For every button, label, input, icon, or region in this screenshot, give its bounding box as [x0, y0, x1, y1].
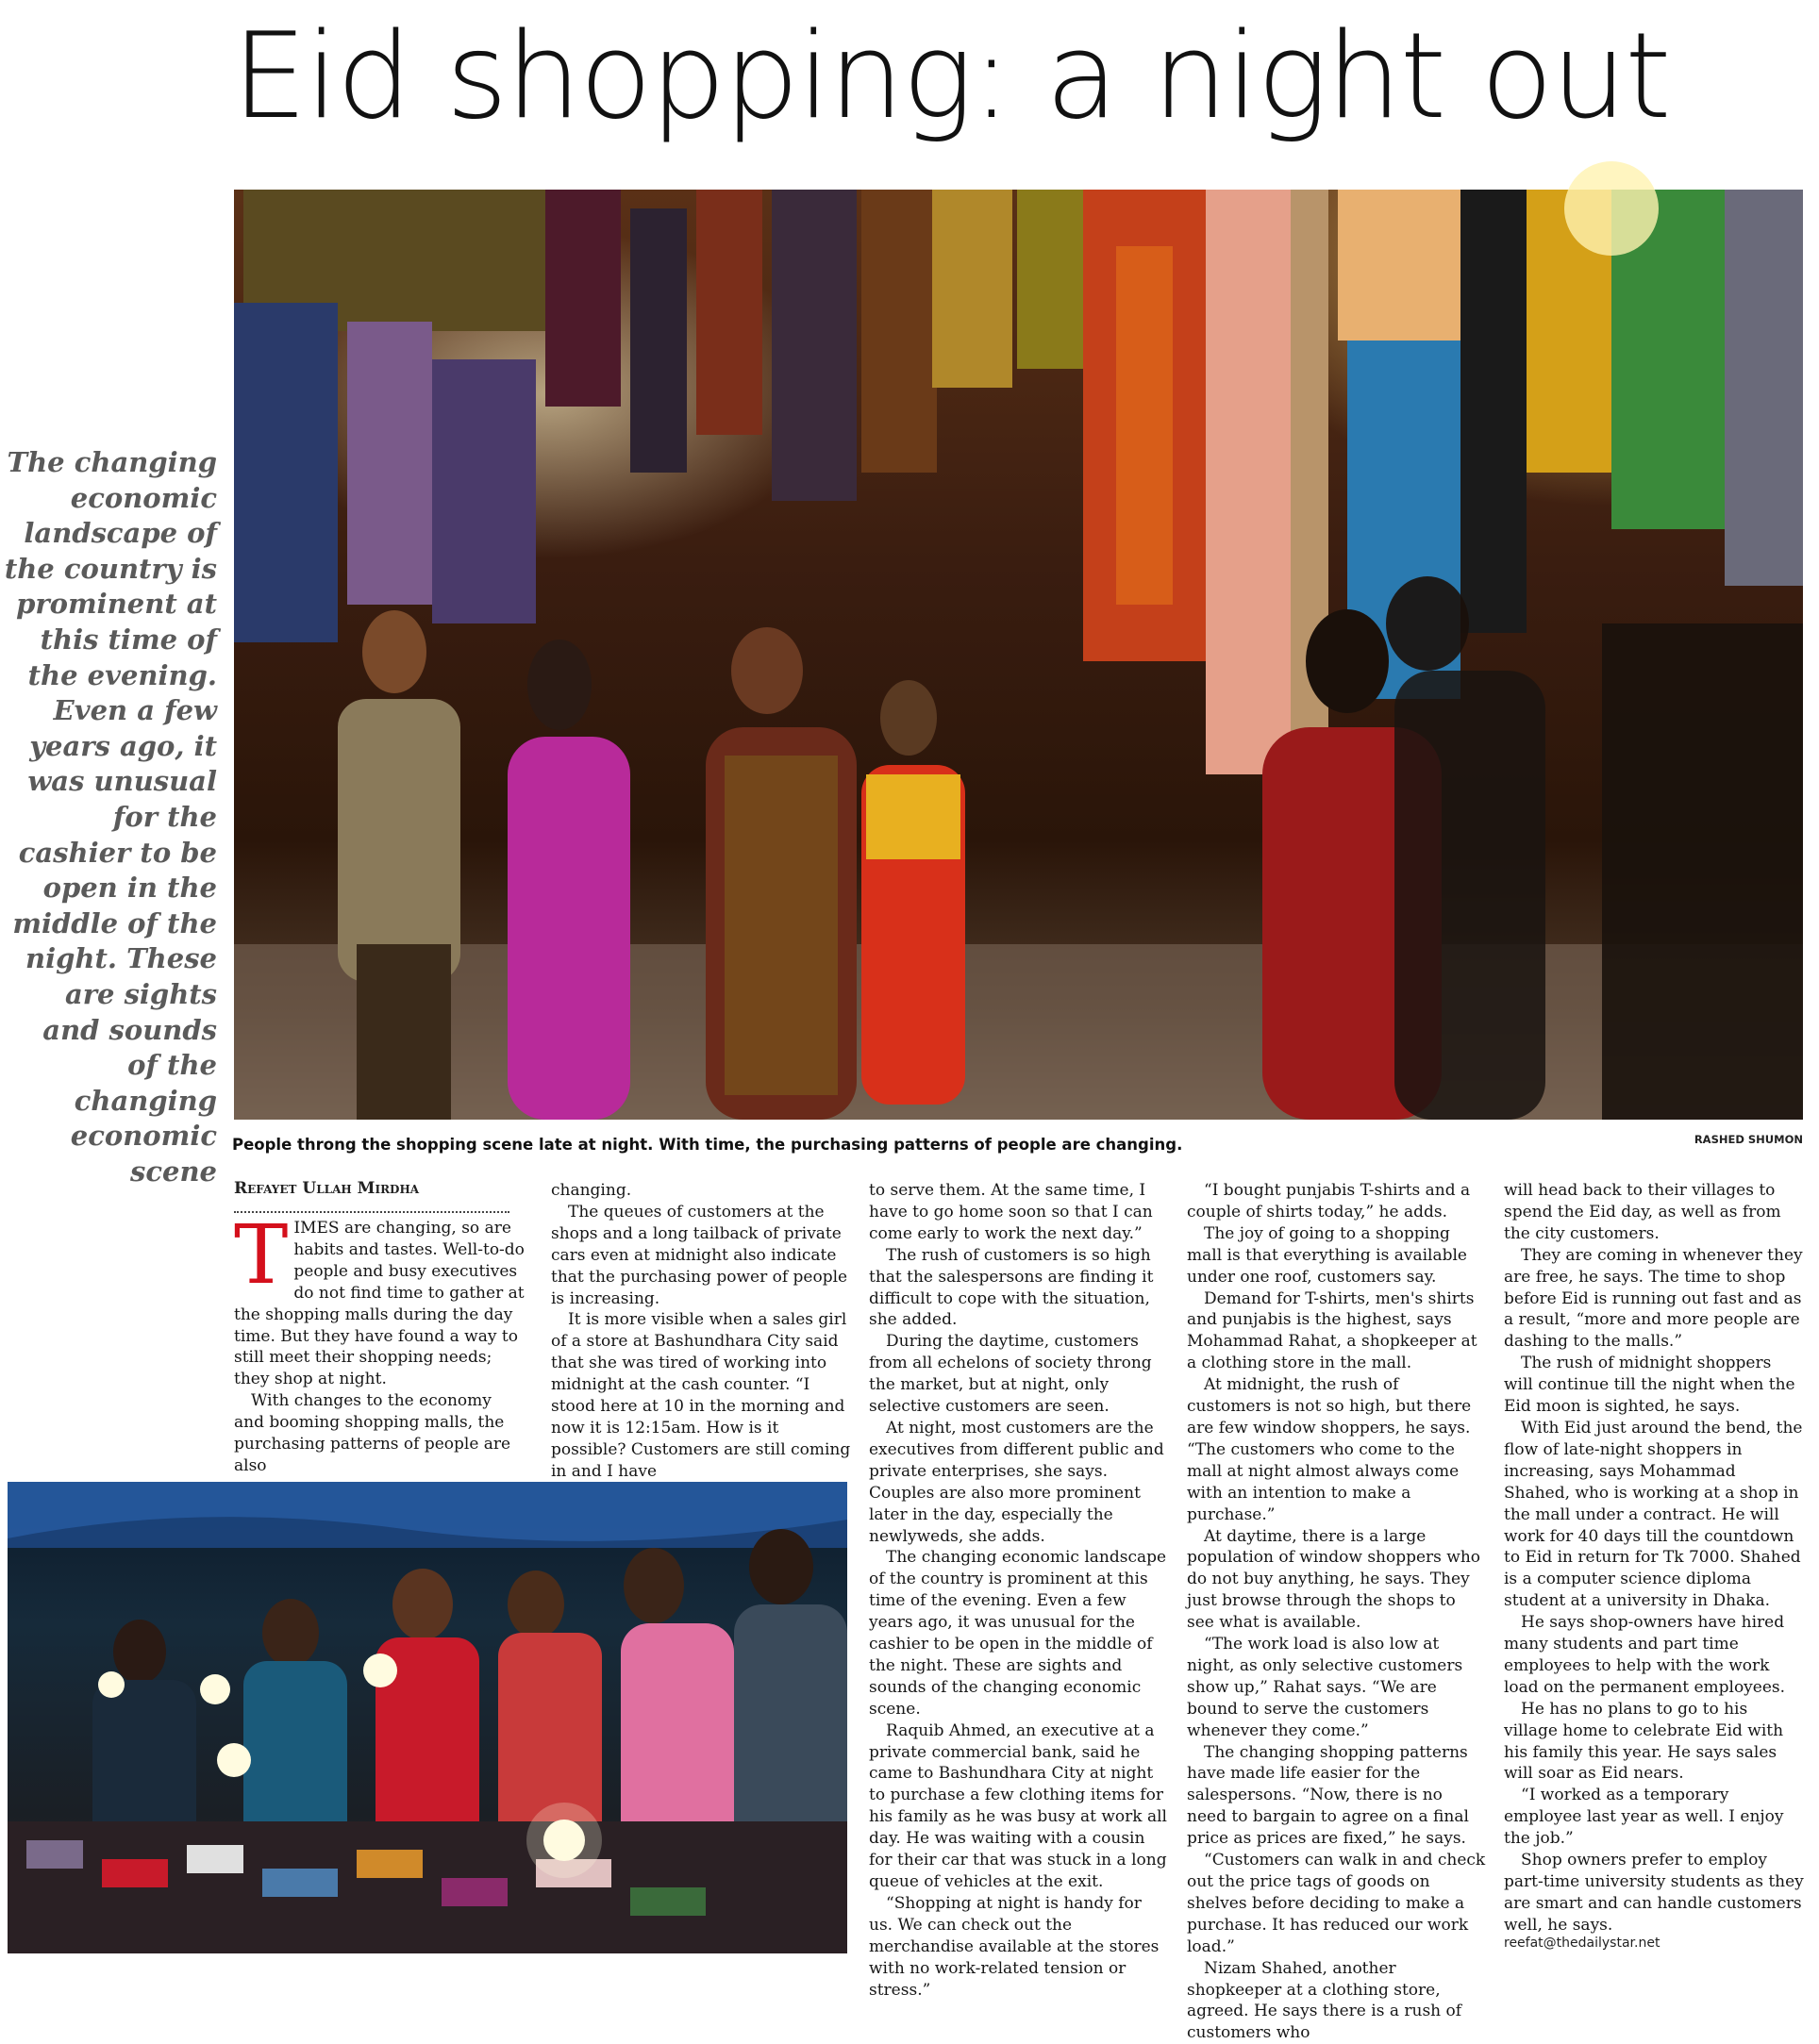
article-column-3 [869, 1180, 1169, 2001]
paragraph: “The work load is also low at night, as only selective customers show up,” Rahat says. “We are bound to serve the customers whenever they come.” [1187, 1635, 1463, 1740]
paragraph: With Eid just around the bend, the flow of late-night shoppers in increasing, says Mohammad Shahed, who is working at a shop in the mall under a contract. He will work for 40 days till the countdown to Eid in return for Tk 7000. Shahed is a computer science diploma student at a university in Dhaka. [1504, 1418, 1803, 1611]
paragraph: Raquib Ahmed, an executive at a private commercial bank, said he came to Bashundhara City at night to purchase a few clothing items for his family as he was busy at work all day. He was waiting with a cousin for their car that was stuck in a long queue of vehicles at the exit. [869, 1720, 1167, 1891]
stall-shoppers-illustration [8, 1482, 847, 1953]
lead-text: are changing, so are habits and tastes. Well-to-do people and busy executives do not find time to gather at the shopping malls during the day time. But they have found a way to still meet their shopping needs; they shop at night. [234, 1219, 525, 1389]
author-email[interactable]: reefat@thedailystar.net [1504, 1936, 1660, 1951]
paragraph: With changes to the economy and booming shopping malls, the purchasing patterns of people are also [234, 1391, 511, 1475]
second-photo [8, 1482, 847, 1953]
paragraph: The changing economic landscape of the country is prominent at this time of the evening. Even a few years ago, it was unusual for the cashier to be open in the middle of the night. These are sights and sounds of the changing economic scene. [869, 1548, 1167, 1719]
drop-cap: T [234, 1208, 289, 1303]
article-column-1 [234, 1208, 526, 1477]
paragraph: At daytime, there is a large population of window shoppers who do not buy anything, he says. They just browse through the shops to see what is available. [1187, 1526, 1481, 1633]
headline: Eid shopping: a night out [232, 7, 1670, 145]
paragraph: The changing shopping patterns have made life easier for the salespersons. “Now, there is no need to bargain to agree on a final price as prices are fixed,” he says. [1187, 1742, 1469, 1849]
photo-caption: People throng the shopping scene late at night. With time, the purchasing patterns of people are changing. [232, 1136, 1183, 1154]
pull-quote: The changing economic landscape of the country is prominent at this time of the evening. Even a few years ago, it was unusual for the cashier to be open in the middle of the night. These are sights and sounds of the changing economic scene [4, 446, 217, 1188]
paragraph: At midnight, the rush of customers is not so high, but there are few window shoppers, he says. “The customers who come to the mall at night almost always come with an intention to make a purchase.” [1187, 1375, 1472, 1524]
article-column-5 [1504, 1180, 1804, 1936]
paragraph: “Customers can walk in and check out the price tags of goods on shelves before deciding to make a purchase. It has reduced our work load.” [1187, 1851, 1486, 1956]
paragraph: “I worked as a temporary employee last year as well. I enjoy the job.” [1504, 1786, 1784, 1849]
paragraph: The queues of customers at the shops and a long tailback of private cars even at midnight also indicate that the purchasing power of people is increasing. [551, 1202, 848, 1308]
paragraph: will head back to their villages to spend the Eid day, as well as from the city customers. [1504, 1181, 1781, 1243]
photo-credit: RASHED SHUMON [1694, 1133, 1803, 1146]
byline: Refayet Ullah Mirdha [234, 1179, 420, 1198]
paragraph: He has no plans to go to his village home to celebrate Eid with his family this year. He says sales will soar as Eid nears. [1504, 1699, 1784, 1784]
paragraph: He says shop-owners have hired many students and part time employees to help with the work load on the permanent employees. [1504, 1613, 1786, 1697]
paragraph: “Shopping at night is handy for us. We can check out the merchandise available at the stores with no work-related tension or stress.” [869, 1893, 1160, 2000]
paragraph: It is more visible when a sales girl of a store at Bashundhara City said that she was tired of working into midnight at the cash counter. “I stood here at 10 in the morning and now it is 12:15am. How is it possible? Customers are still coming in and I have [551, 1310, 851, 1481]
night-market-illustration [234, 190, 1803, 1120]
paragraph: Nizam Shahed, another shopkeeper at a clothing store, agreed. He says there is a rush of customers who [1187, 1958, 1462, 2043]
article-column-4 [1187, 1180, 1487, 2044]
paragraph: The rush of customers is so high that the salespersons are finding it difficult to cope with the situation, she added. [869, 1245, 1154, 1330]
paragraph: During the daytime, customers from all echelons of society throng the market, but at night, only selective customers are seen. [869, 1332, 1152, 1417]
main-photo [234, 190, 1803, 1120]
paragraph: “I bought punjabis T-shirts and a couple of shirts today,” he adds. [1187, 1181, 1471, 1221]
paragraph: changing. [551, 1181, 632, 1200]
paragraph: The rush of midnight shoppers will continue till the night when the Eid moon is sighted, he says. [1504, 1354, 1795, 1417]
paragraph: At night, most customers are the executives from different public and private enterprises, she says. Couples are also more prominent later in the day, especially the newlyweds, she adds. [869, 1418, 1164, 1546]
article-column-2 [551, 1180, 851, 1483]
paragraph: Shop owners prefer to employ part-time university students as they are smart and can handle customers well, he says. [1504, 1851, 1804, 1935]
paragraph: They are coming in whenever they are free, he says. The time to shop before Eid is running out fast and as a result, “more and more people are dashing to the malls.” [1504, 1245, 1803, 1352]
lead-word: IMES [293, 1219, 340, 1238]
paragraph: Demand for T-shirts, men's shirts and punjabis is the highest, says Mohammad Rahat, a shopkeeper at a clothing store in the mall. [1187, 1288, 1477, 1373]
paragraph: to serve them. At the same time, I have to go home soon so that I can come early to work the next day.” [869, 1181, 1153, 1243]
lead-paragraph [234, 1208, 526, 1390]
paragraph: The joy of going to a shopping mall is that everything is available under one roof, customers say. [1187, 1223, 1467, 1287]
